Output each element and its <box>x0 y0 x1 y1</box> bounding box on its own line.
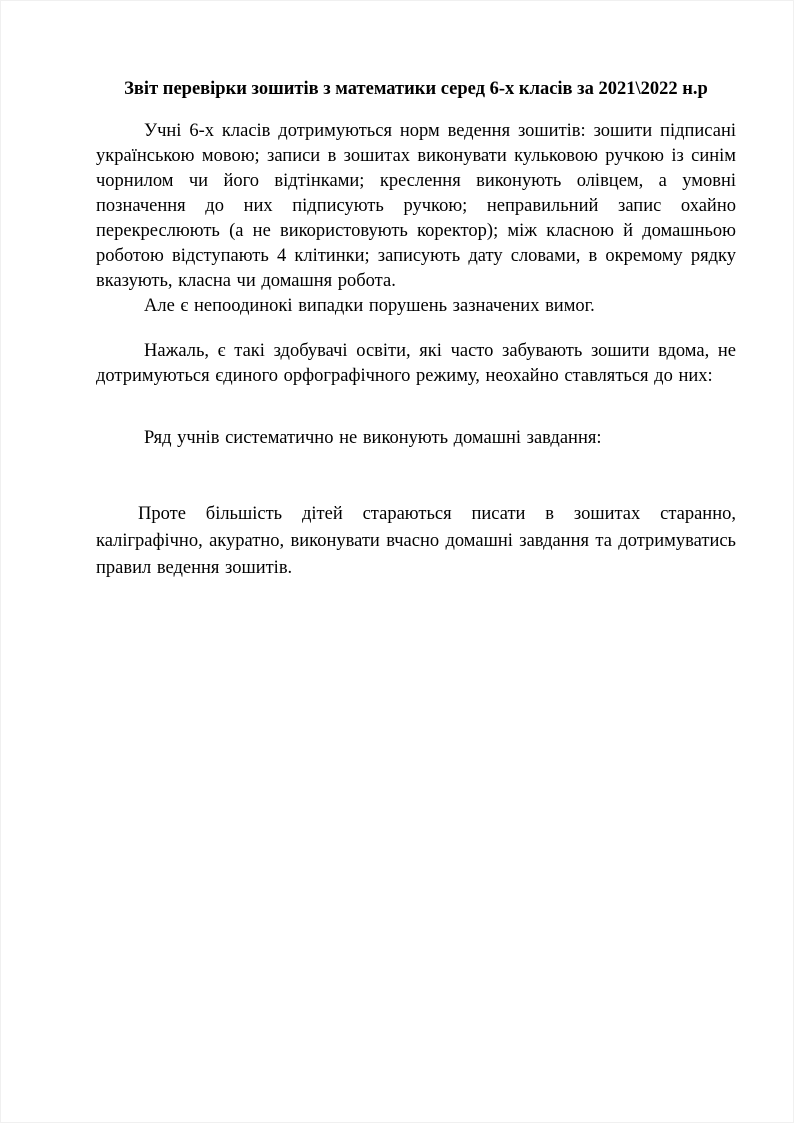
paragraph-violations-note: Але є непоодинокі випадки порушень зазначених вимог. <box>144 296 595 316</box>
document-title: Звіт перевірки зошитів з математики серед 6-х класів за 2021\2022 н.р <box>124 79 708 99</box>
paragraph-majority-praise: Проте більшість дітей стараються писати в зошитах старанно, каліграфічно, акуратно, виконувати вчасно домашні завдання та дотримуватись правил ведення зошитів. <box>96 504 736 578</box>
paragraph-norms-overview: Учні 6-х класів дотримуються норм ведення зошитів: зошити підписані українською мовою; записи в зошитах виконувати кульковою ручкою із синім чорнилом чи його відтінками; креслення виконують олівцем, а умовні позначення до них підписують ручкою; неправильний запис охайно перекреслюють (а не використовують коректор); між класною й домашньою роботою відступають 4 клітинки; записують дату словами, в окремому рядку вказують, класна чи домашня робота. <box>96 121 736 291</box>
paragraph-homework-missing: Ряд учнів систематично не виконують домашні завдання: <box>144 428 602 448</box>
paragraph-neglect-students: Нажаль, є такі здобувачі освіти, які часто забувають зошити вдома, не дотримуються єдиного орфографічного режиму, неохайно ставляться до них: <box>96 341 736 386</box>
document-content <box>1 1 793 582</box>
